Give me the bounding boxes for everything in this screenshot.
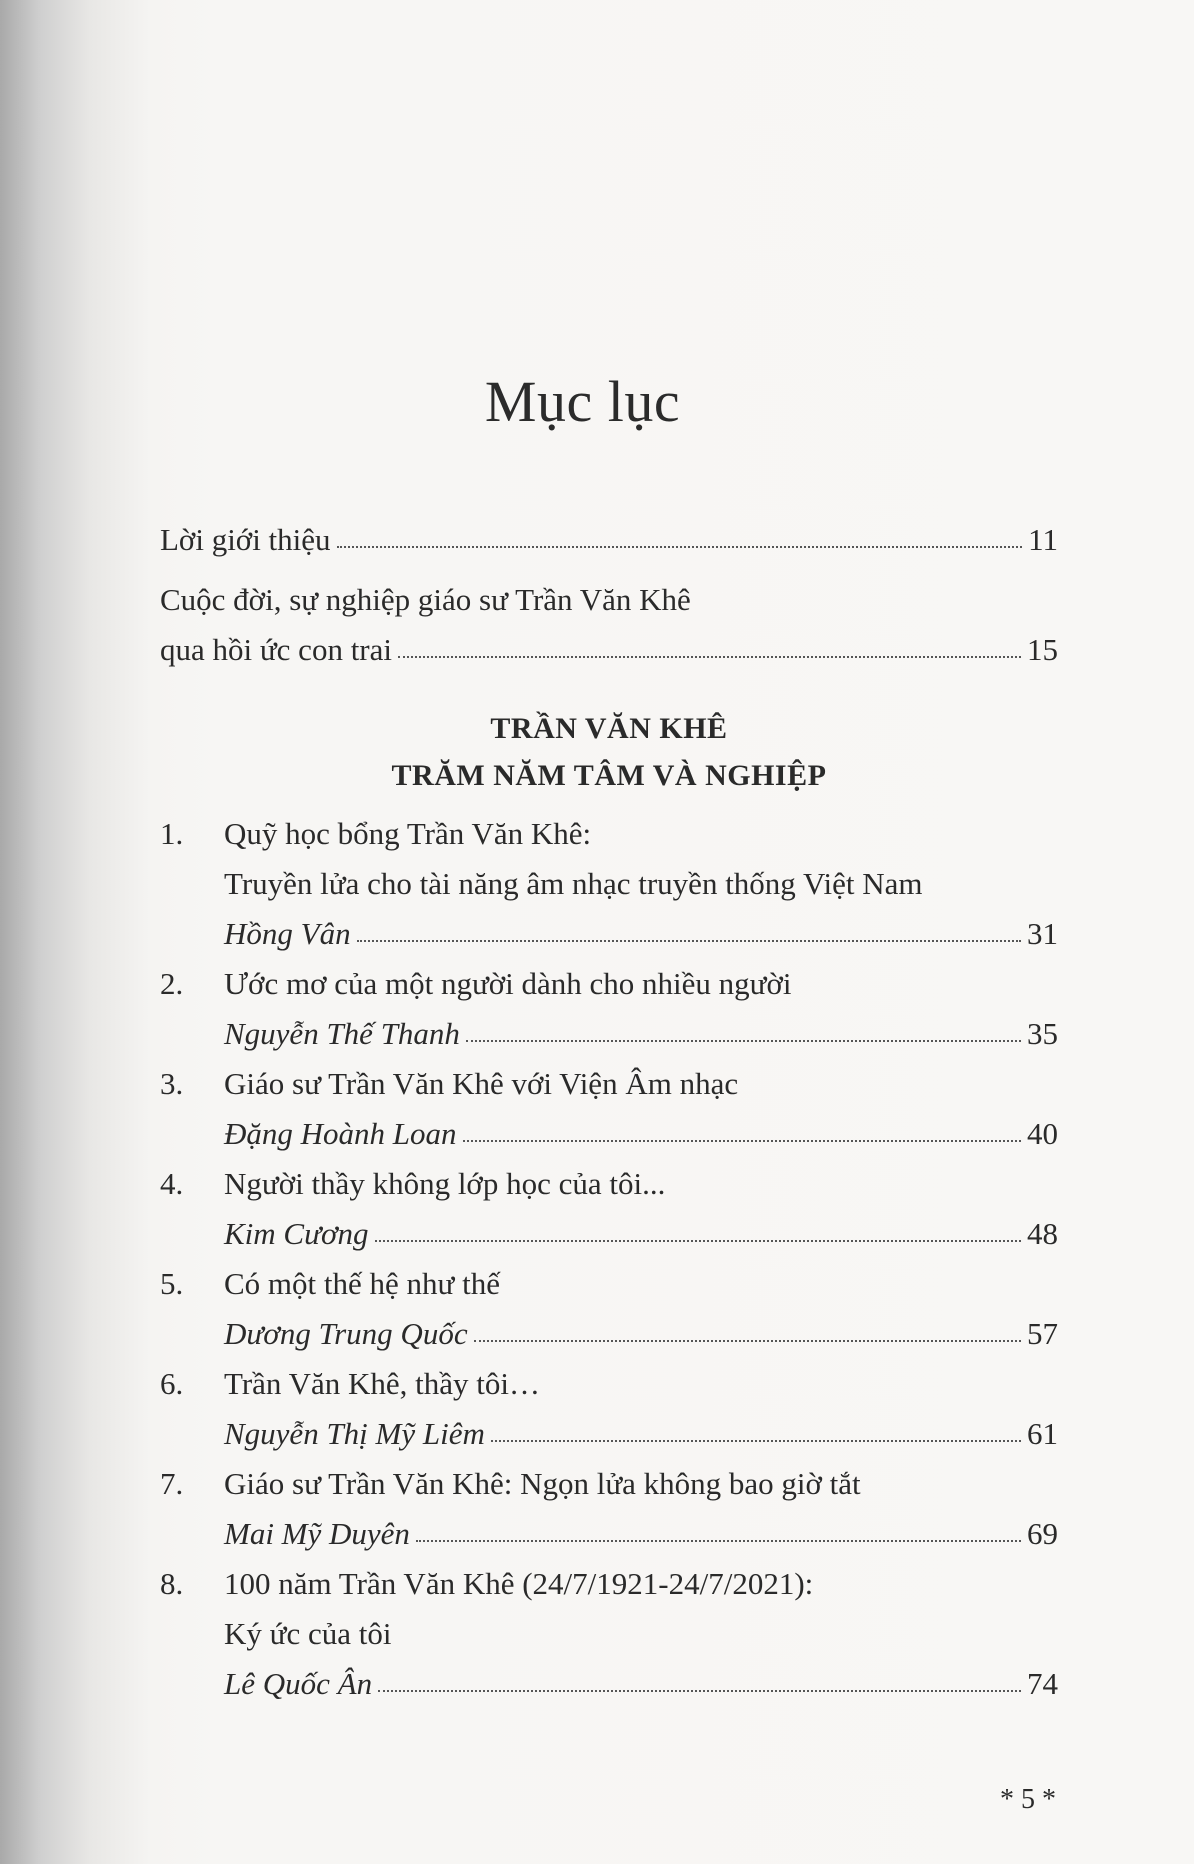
toc-entry-intro [160, 524, 1058, 555]
entry-number: 3. [160, 1066, 184, 1101]
entry-title-line: Ước mơ của một người dành cho nhiều người [224, 966, 792, 1001]
toc-entry [160, 1568, 1058, 1718]
entry-author: Đặng Hoành Loan [224, 1116, 457, 1151]
entry-title-line: Người thầy không lớp học của tôi... [224, 1166, 666, 1201]
entry-number: 7. [160, 1466, 184, 1501]
toc-entry [160, 818, 1058, 968]
entry-title-line: Có một thế hệ như thế [224, 1266, 500, 1301]
entry-author: Kim Cương [224, 1216, 369, 1251]
toc-page-number: 11 [1028, 522, 1058, 557]
section-heading-line2: TRĂM NĂM TÂM VÀ NGHIỆP [391, 759, 827, 792]
toc-page-number: 31 [1027, 916, 1058, 951]
entry-number: 8. [160, 1566, 184, 1601]
entry-title-line: Truyền lửa cho tài năng âm nhạc truyền thống Việt Nam [224, 866, 923, 901]
toc-entry [160, 1368, 1058, 1468]
dot-leader [398, 656, 1021, 658]
page-number-folio: * 5 * [1000, 1784, 1056, 1815]
toc-entry-title: qua hồi ức con trai [160, 632, 393, 667]
dot-leader [357, 940, 1021, 942]
toc-page-number: 35 [1027, 1016, 1058, 1051]
page-title: Mục lục [484, 369, 681, 434]
dot-leader [337, 546, 1023, 548]
entry-author: Nguyễn Thị Mỹ Liêm [224, 1416, 485, 1451]
toc-entry [160, 1268, 1058, 1368]
toc-page-number: 40 [1027, 1116, 1058, 1151]
entry-title-line: Giáo sư Trần Văn Khê với Viện Âm nhạc [224, 1066, 739, 1101]
entry-title-line: 100 năm Trần Văn Khê (24/7/1921-24/7/2021): [224, 1566, 814, 1601]
toc-entry [160, 1468, 1058, 1568]
toc-entry [160, 1068, 1058, 1168]
entry-author: Mai Mỹ Duyên [224, 1516, 410, 1551]
toc-page-number: 48 [1027, 1216, 1058, 1251]
entry-title-line: Giáo sư Trần Văn Khê: Ngọn lửa không bao giờ tắt [224, 1466, 861, 1501]
entry-author: Nguyễn Thế Thanh [224, 1016, 460, 1051]
entry-author: Hồng Vân [224, 916, 351, 951]
toc-entry [160, 1168, 1058, 1268]
dot-leader [491, 1440, 1021, 1442]
toc-page-number: 61 [1027, 1416, 1058, 1451]
entry-number: 5. [160, 1266, 184, 1301]
toc-entry-memoir [160, 634, 1058, 665]
entry-number: 4. [160, 1166, 184, 1201]
toc-entry-title: Cuộc đời, sự nghiệp giáo sư Trần Văn Khê [160, 582, 691, 617]
entry-title-line: Ký ức của tôi [224, 1616, 392, 1651]
section-heading-line1: TRẦN VĂN KHÊ [490, 712, 728, 745]
entry-number: 6. [160, 1366, 184, 1401]
entry-title-line: Quỹ học bổng Trần Văn Khê: [224, 816, 592, 851]
toc-entry-title: Lời giới thiệu [160, 522, 331, 557]
toc-page-number: 74 [1027, 1666, 1058, 1701]
dot-leader [416, 1540, 1021, 1542]
toc-entry [160, 968, 1058, 1068]
entry-author: Lê Quốc Ân [224, 1666, 373, 1701]
dot-leader [463, 1140, 1021, 1142]
entry-number: 1. [160, 816, 184, 851]
entry-author: Dương Trung Quốc [224, 1316, 468, 1351]
dot-leader [375, 1240, 1021, 1242]
entry-title-line: Trần Văn Khê, thầy tôi… [224, 1366, 541, 1401]
toc-page-number: 69 [1027, 1516, 1058, 1551]
entry-number: 2. [160, 966, 184, 1001]
dot-leader [466, 1040, 1021, 1042]
toc-page-number: 57 [1027, 1316, 1058, 1351]
dot-leader [378, 1690, 1021, 1692]
toc-page-number: 15 [1027, 632, 1058, 667]
dot-leader [474, 1340, 1021, 1342]
